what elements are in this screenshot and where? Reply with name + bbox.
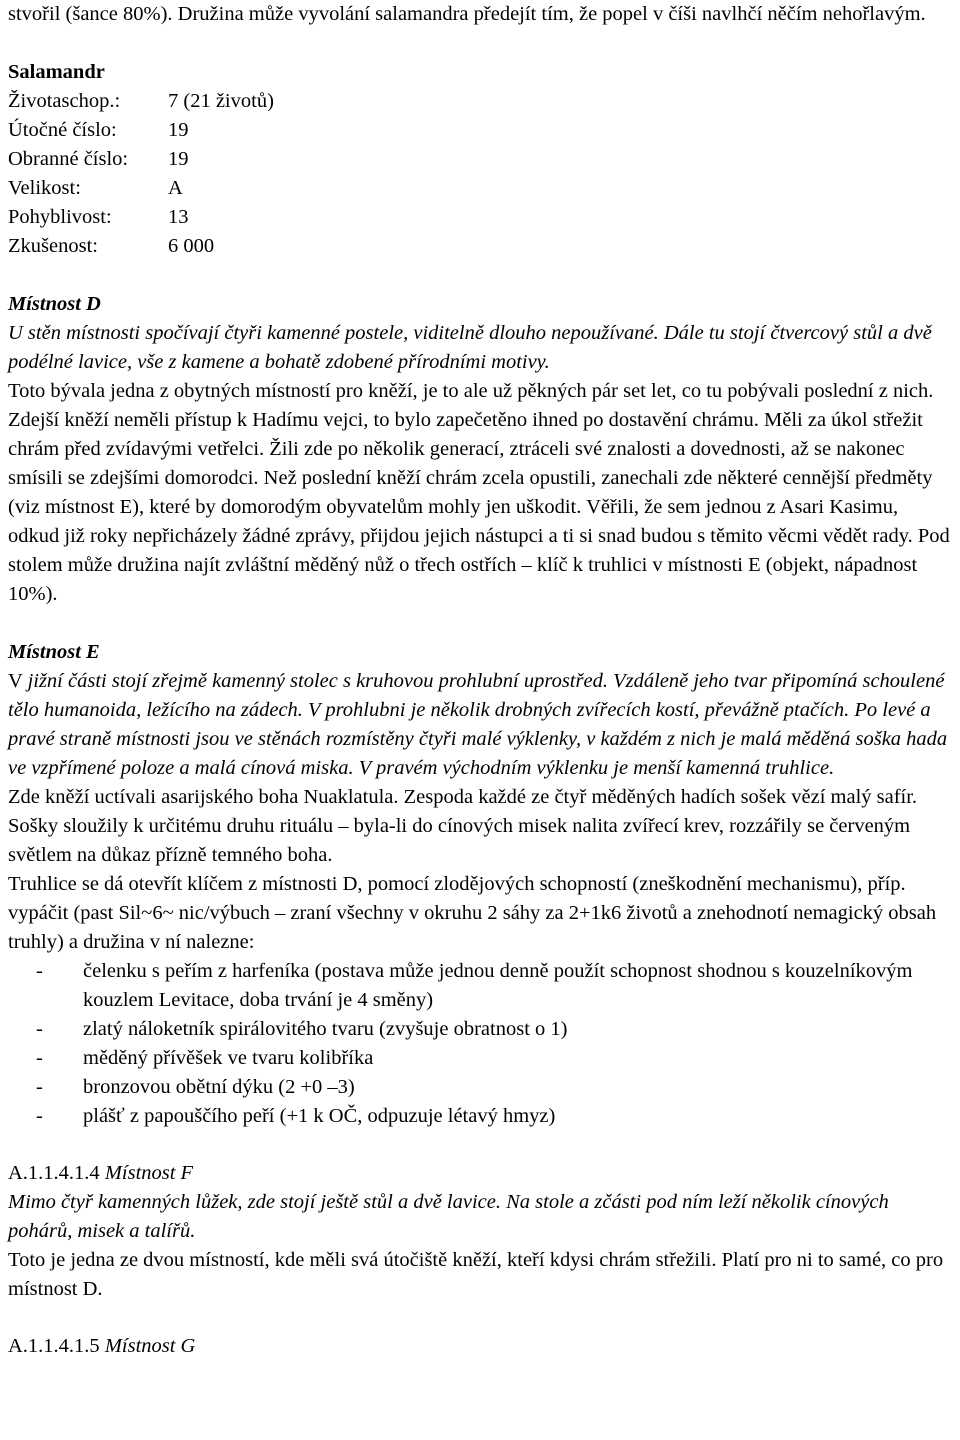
list-item-text: plášť z papouščího peří (+1 k OČ, odpuzuje létavý hmyz)	[83, 1105, 556, 1127]
document-page	[8, 0, 954, 1361]
room-f-heading	[8, 1159, 954, 1188]
stat-value: 19	[168, 119, 189, 141]
room-g-heading	[8, 1332, 954, 1361]
dash-bullet: -	[36, 960, 43, 982]
list-item	[8, 1044, 954, 1073]
salamander-stats	[8, 87, 954, 261]
stat-label: Obranné číslo:	[8, 148, 129, 170]
stat-value: 19	[168, 148, 189, 170]
stat-label: Zkušenost:	[8, 235, 98, 257]
stat-value: 13	[168, 206, 189, 228]
stat-value: 7 (21 životů)	[168, 90, 274, 112]
dash-bullet: -	[36, 1105, 43, 1127]
stat-row	[8, 116, 954, 145]
stat-value: A	[168, 177, 183, 199]
loot-list	[8, 957, 954, 1131]
section-title: Místnost F	[104, 1162, 194, 1184]
dash-bullet: -	[36, 1076, 43, 1098]
stat-row	[8, 174, 954, 203]
stat-label: Životaschop.:	[8, 90, 121, 112]
stat-value: 6 000	[168, 235, 215, 257]
room-e-text-1: Zde kněží uctívali asarijského boha Nuaklatula. Zespoda každé ze čtyř měděných hadích sošek vězí malý safír. Sošky sloužily k určitému druhu rituálu – byla-li do cínových misek nalita zvířecí krev, rozzářily se červeným světlem na důkaz přízně temného boha.	[8, 786, 918, 866]
room-d-heading: Místnost D	[8, 293, 101, 315]
stat-row	[8, 232, 954, 261]
section-title: Místnost G	[104, 1335, 196, 1357]
list-item	[8, 1102, 954, 1131]
dash-bullet: -	[36, 1018, 43, 1040]
list-item-text: zlatý náloketník spirálovitého tvaru (zvyšuje obratnost o 1)	[83, 1018, 568, 1040]
room-d-text: Toto bývala jedna z obytných místností pro kněží, je to ale už pěkných pár set let, co tu pobývali poslední z nich. Zdejší kněží neměli přístup k Hadímu vejci, to bylo zapečetěno ihned po dostavění chrámu. Měli za úkol střežit chrám před zvídavými vetřelci. Žili zde po několik generací, ztráceli své znalosti a dovednosti, až se nakonec smísili se zdejšími domorodci. Než poslední kněží chrám zcela opustili, zanechali zde některé cennější předměty (viz místnost E), které by domorodým obyvatelům mohly jen uškodit. Věřili, že sem jednou z Asari Kasimu, odkud již roky nepřicházely žádné zprávy, přijdou jejich nástupci a ti si snad budou s těmito věcmi vědět rady. Pod stolem může družina najít zvláštní měděný nůž o třech ostřích – klíč k truhlici v místnosti E (objekt, nápadnost 10%).	[8, 380, 950, 605]
room-e-italic: jižní části stojí zřejmě kamenný stolec s kruhovou prohlubní uprostřed. Vzdáleně jeho tvar připomíná schoulené tělo humanoida, ležícího na zádech. V prohlubni je několik drobných zvířecích kostí, převážně ptačích. Po levé a pravé straně místnosti jsou ve stěnách rozmístěny čtyři malé výklenky, v každém z nich je malá měděná soška hada ve vzpřímené poloze a malá cínová miska. V pravém východním výklenku je menší kamenná truhlice.	[8, 670, 948, 779]
stat-row	[8, 87, 954, 116]
stat-label: Velikost:	[8, 177, 81, 199]
intro-paragraph: stvořil (šance 80%). Družina může vyvolání salamandra předejít tím, že popel v číši navlhčí něčím nehořlavým.	[8, 3, 926, 25]
stat-row	[8, 203, 954, 232]
room-d-description: U stěn místnosti spočívají čtyři kamenné postele, viditelně dlouho nepoužívané. Dále tu stojí čtvercový stůl a dvě podélné lavice, vše z kamene a bohatě zdobené přírodními motivy.	[8, 322, 932, 373]
dash-bullet: -	[36, 1047, 43, 1069]
section-number: A.1.1.4.1.4	[8, 1162, 100, 1184]
list-item-text: měděný přívěšek ve tvaru kolibříka	[83, 1047, 374, 1069]
list-item	[8, 1073, 954, 1102]
salamander-heading: Salamandr	[8, 61, 105, 83]
list-item-text: bronzovou obětní dýku (2 +0 –3)	[83, 1076, 355, 1098]
room-e-description	[8, 667, 954, 783]
room-e-heading: Místnost E	[8, 641, 100, 663]
room-f-text: Toto je jedna ze dvou místností, kde měli svá útočiště kněží, kteří kdysi chrám střežili. Platí pro ni to samé, co pro místnost D.	[8, 1249, 944, 1300]
stat-row	[8, 145, 954, 174]
stat-label: Útočné číslo:	[8, 119, 117, 141]
list-item-text: čelenku s peřím z harfeníka (postava může jednou denně použít schopnost shodnou s kouzelníkovým kouzlem Levitace, doba trvání je 4 směny)	[83, 960, 913, 1011]
stat-label: Pohyblivost:	[8, 206, 112, 228]
room-e-lead: V	[8, 670, 23, 692]
room-e-text-2: Truhlice se dá otevřít klíčem z místnosti D, pomocí zlodějových schopností (zneškodnění mechanismu), příp. vypáčit (past Sil~6~ nic/výbuch – zraní všechny v okruhu 2 sáhy za 2+1k6 životů a znehodnotí nemagický obsah truhly) a družina v ní nalezne:	[8, 873, 937, 953]
list-item	[8, 1015, 954, 1044]
list-item	[8, 957, 954, 1015]
section-number: A.1.1.4.1.5	[8, 1335, 100, 1357]
room-f-description: Mimo čtyř kamenných lůžek, zde stojí ještě stůl a dvě lavice. Na stole a zčásti pod ním leží několik cínových pohárů, misek a talířů.	[8, 1191, 889, 1242]
